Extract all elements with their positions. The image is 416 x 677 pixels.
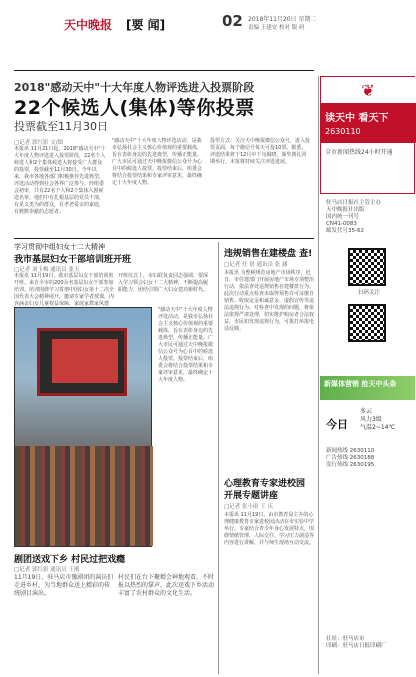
- page-header: [0, 0, 415, 72]
- section-rule: [14, 238, 314, 239]
- lead-body-col2: "感动天中"十大年度人物评选活动，是我市弘扬社会主义核心价值观的重要载体，旨在表彰身边的先进典型，传播正能量。广大市民可通过天中晚报微信公众号为心目中的候选人投票。投票结束后，组委会将结合投票结果和专家评审意见，最终确定十大年度人物。: [112, 138, 203, 186]
- sidebar: [320, 76, 415, 677]
- weather-info: 多云 风力3级 气温2~14℃: [360, 408, 396, 431]
- story3-body: 本报讯 为整顿规范房地产市场秩序，近日，市住建部门开展房地产市场专项整治行动，依法查处违规销售在建楼盘行为。此次行动重点检查未取得预售许可证擅自销售、收取定金和诚意金、虚假宣传等违法违规行为。对检查中发现的问题，将依法依规严肃处理，切实维护购房者合法权益。市民如发现违规行为，可拨打举报电话反映。: [224, 270, 315, 332]
- story4-headline2: 开展专题讲座: [224, 491, 279, 501]
- ad-phone: 2630110: [325, 127, 361, 136]
- qr-code-icon: [348, 248, 386, 286]
- lead-body-col1: 本报讯 11月21日起，2018"感动天中"十大年度人物评选进入投票阶段，22名个人候选人和2个集体候选人将接受广大群众的投票，投票截至11月30日。今年以来，我市各地各部门积极推荐先进典型，评选活动得到社会各界广泛参与。经组委会初审，共有22名个人和2个集体入围候选名单。他们中有扎根基层的党员干部，有见义勇为的群众，有孝老爱亲的家庭，有默默奉献的志愿者。: [14, 146, 106, 215]
- story2-byline: □记者 刘玉梅 通讯员 张玉: [14, 267, 80, 273]
- photo-headline: 剧团送戏下乡 村民过把戏瘾: [14, 555, 126, 565]
- stage-screen: [52, 339, 118, 383]
- opera-photo: [14, 307, 152, 547]
- story3-byline: □记者 任 晨 通讯员 张 涵: [224, 262, 288, 268]
- sidebar-ad: [320, 76, 415, 194]
- qr-code-icon-2: [348, 304, 386, 342]
- address-info: 社址：驻马店市 印刷：驻马店日报印刷厂: [326, 636, 387, 649]
- header-rule: [14, 70, 314, 71]
- story2-headline: 我市基层妇女干部培训班开班: [14, 255, 132, 265]
- dateline: 2018年11月20日 星期二: [248, 16, 317, 23]
- column-rule: [218, 242, 219, 674]
- today-label: 今日: [326, 418, 348, 431]
- photo-byline: □记者 郭红影 通讯员 王刚: [14, 567, 80, 573]
- section-label: [要 闻]: [126, 18, 166, 32]
- crowd-graphic: [15, 446, 153, 546]
- qr-label: 扫码关注: [357, 290, 380, 296]
- story3-headline: 违规销售在建楼盘 查!: [224, 249, 313, 259]
- story2-body-col2: 开班仪式上，市妇联负责同志强调，要深入学习领会妇女十二大精神，不断提高履职能力，团结引领广大妇女建功新时代。: [118, 273, 209, 293]
- media-banner: 新媒体营销 抢天中头条: [320, 376, 415, 400]
- publication-info: 驻马店日报社主管主办 天中晚报社出版 国内统一刊号 CN41-0083 邮发代号35-62: [326, 200, 382, 234]
- photo-caption-col1: 11月19日，驻马店市豫剧团的演员们走进乡村，为当地群众送上精彩的传统剧目演出。: [14, 574, 114, 597]
- sidebar-rule: [318, 76, 319, 674]
- lead-kicker: 2018"感动天中"十大年度人物评选进入投票阶段: [14, 81, 255, 94]
- photo-caption-col2: 村民们在台下聚精会神地观看，不时报以热烈的掌声。此次送戏下乡活动丰富了农村群众的文化生活。: [118, 574, 215, 597]
- lead-byline: □记者 郭红影 文/图: [14, 140, 64, 146]
- story2-continued: "感动天中"十大年度人物评选活动，是我市弘扬社会主义核心价值观的重要载体，旨在表彰身边的先进典型，传播正能量。广大市民可通过天中晚报微信公众号为心目中的候选人投票。投票结束后，组委会将结合投票结果和专家评审意见，最终确定十大年度人物。: [158, 307, 214, 383]
- contact-info: 新闻热线 2630110 广告热线 2630188 发行热线 2630195: [326, 448, 375, 468]
- story4-body: 本报讯 11月19日，由市教育局主办的心理健康教育专家进校园活动在市实验中学举行。专家结合青少年身心发展特点，围绕情绪管理、人际交往、学习压力调适等内容进行讲解，并与师生现场互动交流。: [224, 512, 315, 546]
- story2-kicker: 学习贯彻中组妇女十二大精神: [14, 243, 105, 251]
- story4-headline: 心理教育专家进校园: [224, 479, 306, 489]
- masthead: 天中晚报: [64, 18, 113, 32]
- ad-news: 全市新闻热线24小时开通: [325, 149, 393, 156]
- ad-title: 读天中 看天下: [325, 113, 389, 124]
- brand-logo-icon: ❦: [361, 81, 375, 100]
- story4-byline: □记者 张小雨 王 庆: [224, 504, 273, 510]
- lead-headline: 22个候选人(集体)等你投票: [14, 97, 255, 119]
- story2-body: 本报讯 11月19日，我市基层妇女干部培训班开班。来自全市的200余名基层妇女干部参加培训。培训围绕学习贯彻中国妇女第十二次全国代表大会精神展开，邀请专家学者授课，内容涵盖妇女儿童权益保障、家庭家教家风建: [14, 273, 115, 307]
- ad-top: [321, 77, 416, 103]
- editors-line: 责编 王建安 校对 版 码: [248, 25, 305, 31]
- stage-graphic: [37, 328, 127, 396]
- lead-body-col3: 投票方式：关注天中晚报微信公众号，进入投票页面，每个微信号每天可投10票。据悉，评选结果将于12月中下旬揭晓，颁奖典礼同期举行。本报将持续关注评选进展。: [210, 138, 311, 165]
- lead-deck: 投票截至11月30日: [14, 120, 108, 133]
- page-number: 02: [222, 12, 243, 30]
